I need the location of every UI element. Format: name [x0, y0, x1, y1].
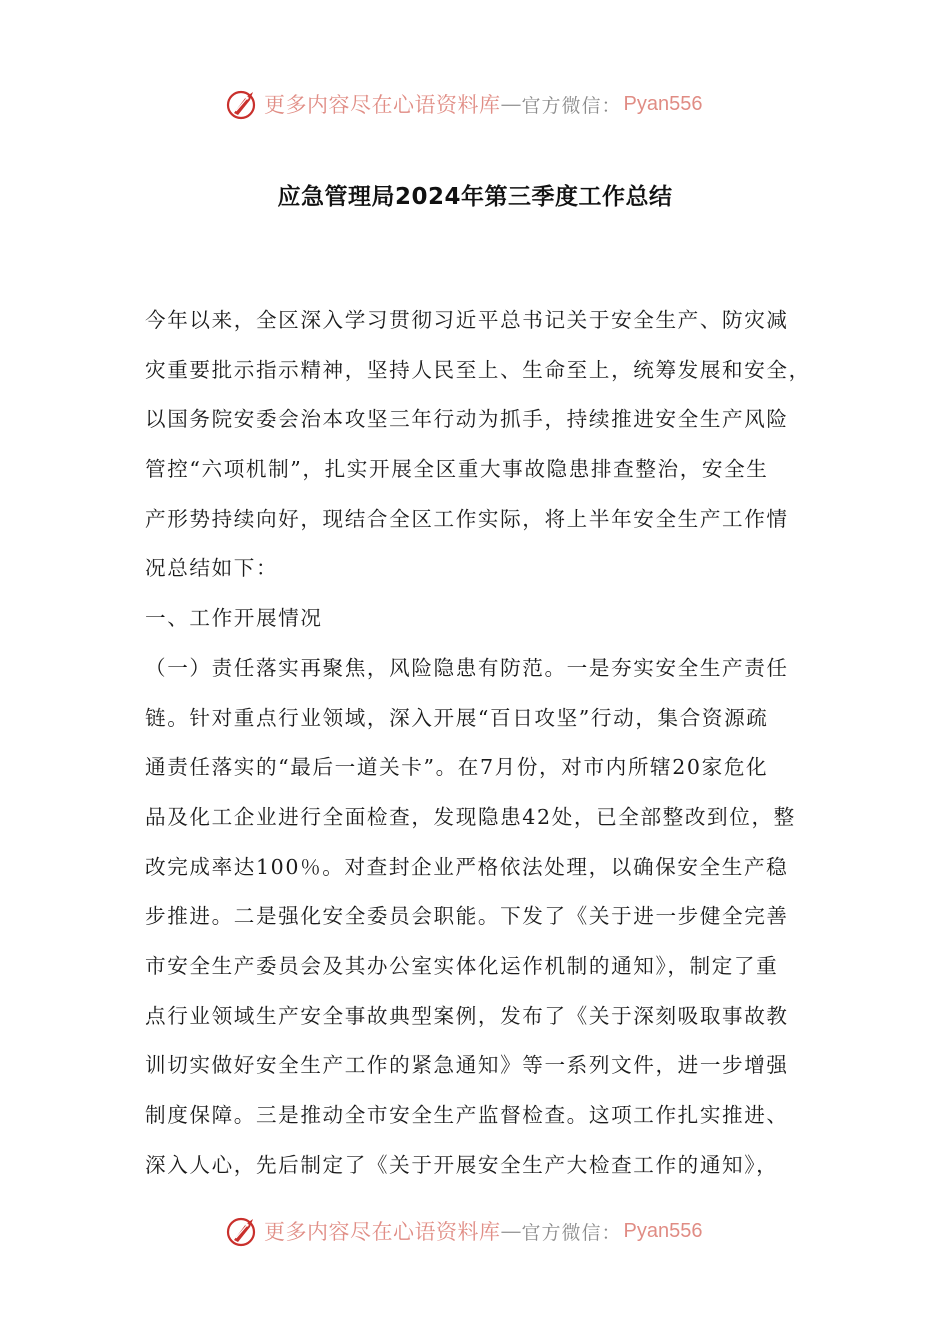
- pen-nib-circle-icon: [226, 1214, 260, 1248]
- banner-site-text: 更多内容尽在心语资料库: [264, 1220, 501, 1244]
- text-line: 产形势持续向好，现结合全区工作实际，将上半年安全生产工作情: [145, 506, 789, 531]
- text-line: 链。针对重点行业领域，深入开展“百日攻坚”行动，集合资源疏: [145, 705, 769, 730]
- banner-wechat-id: Pyan556: [623, 1219, 703, 1242]
- banner-dash: —: [500, 1219, 522, 1243]
- banner-wechat-id: Pyan556: [623, 92, 703, 115]
- text-line: 管控“六项机制”，扎实开展全区重大事故隐患排查整治，安全生: [145, 457, 769, 482]
- banner-dash: —: [500, 92, 522, 116]
- text-line: 灾重要批示指示精神，坚持人民至上、生命至上，统筹发展和安全，: [145, 357, 811, 382]
- text-line: 步推进。二是强化安全委员会职能。下发了《关于进一步健全完善: [145, 904, 789, 929]
- text-line: 况总结如下：: [145, 556, 279, 581]
- text-line: 今年以来，全区深入学习贯彻习近平总书记关于安全生产、防灾减: [145, 308, 789, 332]
- text-line: （一）责任落实再聚焦，风险隐患有防范。一是夯实安全生产责任: [145, 655, 789, 680]
- text-line: 品及化工企业进行全面检查，发现隐患42处，已全部整改到位，整: [145, 804, 796, 829]
- text-line: 通责任落实的“最后一道关卡”。在7月份，对市内所辖20家危化: [145, 755, 769, 780]
- banner-wechat-label: 官方微信：: [521, 1221, 622, 1244]
- text-line: 市安全生产委员会及其办公室实体化运作机制的通知》，制定了重: [145, 953, 779, 978]
- header-banner: [226, 84, 746, 124]
- text-line: 一、工作开展情况: [145, 606, 323, 631]
- document-body: [145, 300, 817, 1194]
- footer-banner: [226, 1211, 746, 1251]
- text-line: 以国务院安委会治本攻坚三年行动为抓手，持续推进安全生产风险: [145, 407, 789, 432]
- text-line: 深入人心，先后制定了《关于开展安全生产大检查工作的通知》，: [145, 1152, 779, 1177]
- banner-wechat-label: 官方微信：: [521, 94, 622, 117]
- text-line: 改完成率达100％。对查封企业严格依法处理，以确保安全生产稳: [145, 854, 789, 879]
- text-line: 点行业领域生产安全事故典型案例，发布了《关于深刻吸取事故教: [145, 1003, 789, 1028]
- text-line: 训切实做好安全生产工作的紧急通知》等一系列文件，进一步增强: [145, 1053, 789, 1078]
- document-title: 应急管理局2024年第三季度工作总结: [277, 184, 673, 210]
- banner-site-text: 更多内容尽在心语资料库: [264, 93, 501, 117]
- pen-nib-circle-icon: [226, 87, 260, 121]
- text-line: 制度保障。三是推动全市安全生产监督检查。这项工作扎实推进、: [145, 1103, 789, 1127]
